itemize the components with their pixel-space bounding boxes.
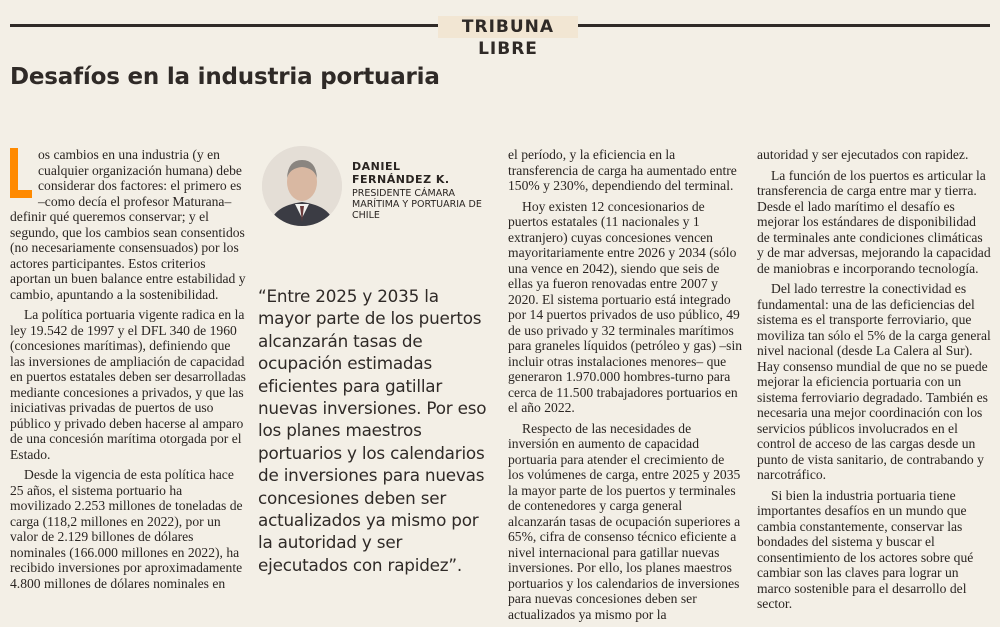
pull-quote: “Entre 2025 y 2035 la mayor parte de los puertos alcanzarán tasas de ocupación estimadas eficientes para gatillar nuevas inversiones. Por eso los planes maestros portuarios y los calendarios de inversiones para nuevas concesiones deben ser actualizados ya mismo por la autoridad y ser ejecutados con rapidez”. bbox=[258, 286, 487, 575]
paragraph: Del lado terrestre la conectividad es fundamental: una de las deficiencias del sistema es el transporte ferroviario, que moviliza tan sólo el 5% de la carga general nivel nacional (desde La Calera al Sur). Hay consenso mundial de que no se puede mejorar la eficiencia portuaria con un sistema ferroviario degradado. También es necesaria una mejor coordinación con los servicios públicos involucrados en el control de acceso de las cargas desde un punto de vista sanitario, de contrabando y narcotráfico. bbox=[757, 281, 991, 482]
paragraph bbox=[10, 147, 246, 302]
drop-cap-l-glyph bbox=[10, 148, 32, 198]
author-name-line-1: DANIEL bbox=[352, 160, 401, 173]
paragraph: el período, y la eficiencia en la transferencia de carga ha aumentado entre 150% y 230%, dependiendo del terminal. bbox=[508, 147, 737, 193]
drop-cap bbox=[10, 148, 32, 198]
paragraph: Hoy existen 12 concesionarios de puertos estatales (11 nacionales y 1 extranjero) cuyas concesiones vencen mayoritariamente entre 2026 y 2034 (sólo una vence en 2042), siendo que seis de ellas ya fueron renovadas entre 2007 y 2020. El sistema portuario está integrado por 14 puertos privados de uso público, 49 de uso privado y 32 terminales marítimos para graneles líquidos (petróleo y gas) –sin incluir otras instalaciones menores– que generaron 1.970.000 hombres-turno para cerca de 11.500 trabajadores portuarios en el año 2022. bbox=[508, 198, 743, 415]
article-headline: Desafíos en la industria portuaria bbox=[10, 64, 440, 90]
article-column-3 bbox=[508, 147, 743, 627]
paragraph: Si bien la industria portuaria tiene importantes desafíos en un mundo que cambia constantemente, conservar las bondades del sistema y buscar el consentimiento de los actores sobre qué cambiar son las claves para lograr un marco sostenible para el desarrollo del sector. bbox=[757, 487, 974, 611]
paragraph: autoridad y ser ejecutados con rapidez. bbox=[757, 147, 969, 162]
author-portrait bbox=[262, 146, 342, 226]
article-column-4 bbox=[757, 147, 992, 617]
paragraph: Respecto de las necesidades de inversión en aumento de capacidad portuaria para atender el crecimiento de los volúmenes de carga, entre 2025 y 2035 la mayor parte de los puertos y terminales de contenedores y carga general alcanzarán tasas de ocupación superiores a 65%, cifra de consenso técnico eficiente a nivel internacional para gatillar nuevas inversiones. Por ello, los planes maestros portuarios y los calendarios de inversiones para nuevas concesiones deben ser actualizados ya mismo por la bbox=[508, 420, 741, 622]
section-label: TRIBUNA LIBRE bbox=[438, 16, 578, 38]
article-column-1 bbox=[10, 147, 246, 596]
author-name-line-2: FERNÁNDEZ K. bbox=[352, 173, 450, 186]
section-rule-right bbox=[578, 24, 990, 27]
paragraph: Desde la vigencia de esta política hace 25 años, el sistema portuario ha movilizado 2.253 millones de toneladas de carga (118,2 millones en 2022), por un valor de 2.129 billones de dólares nominales (166.000 millones en 2022), ha recibido inversiones por aproximadamente 4.800 millones de dólares nominales en bbox=[10, 467, 243, 591]
paragraph: La política portuaria vigente radica en la ley 19.542 de 1997 y el DFL 340 de 1960 (concesiones marítimas), definiendo que las inversiones de ampliación de capacidad en puertos estatales deben ser desarrolladas mediante concesiones a privados, y que las iniciativas privadas de puertos de uso público y privado deben hacerse al amparo de una concesión marítima otorgada por el Estado. bbox=[10, 307, 246, 462]
section-rule-left bbox=[10, 24, 438, 27]
author-name bbox=[352, 160, 502, 186]
author-photo bbox=[262, 146, 342, 226]
author-title: PRESIDENTE CÁMARA MARÍTIMA Y PORTUARIA DE CHILE bbox=[352, 188, 482, 221]
paragraph-text: os cambios en una industria (y en cualquier organización humana) debe considerar dos factores: el primero es –como decía el profesor Maturana– definir qué queremos conservar; y el segundo, que los cambios sean consentidos (no necesariamente consensuados) por los actores participantes. Estos criterios aportan un buen balance entre estabilidad y cambio, apuntando a la sostenibilidad. bbox=[10, 147, 246, 302]
paragraph: La función de los puertos es articular la transferencia de carga entre mar y tierra. Desde el lado marítimo el desafío es mejorar los estándares de disponibilidad de terminales ante condiciones climáticas y de mar adversas, mejorando la capacidad de maniobras e incorporando tecnología. bbox=[757, 167, 991, 276]
